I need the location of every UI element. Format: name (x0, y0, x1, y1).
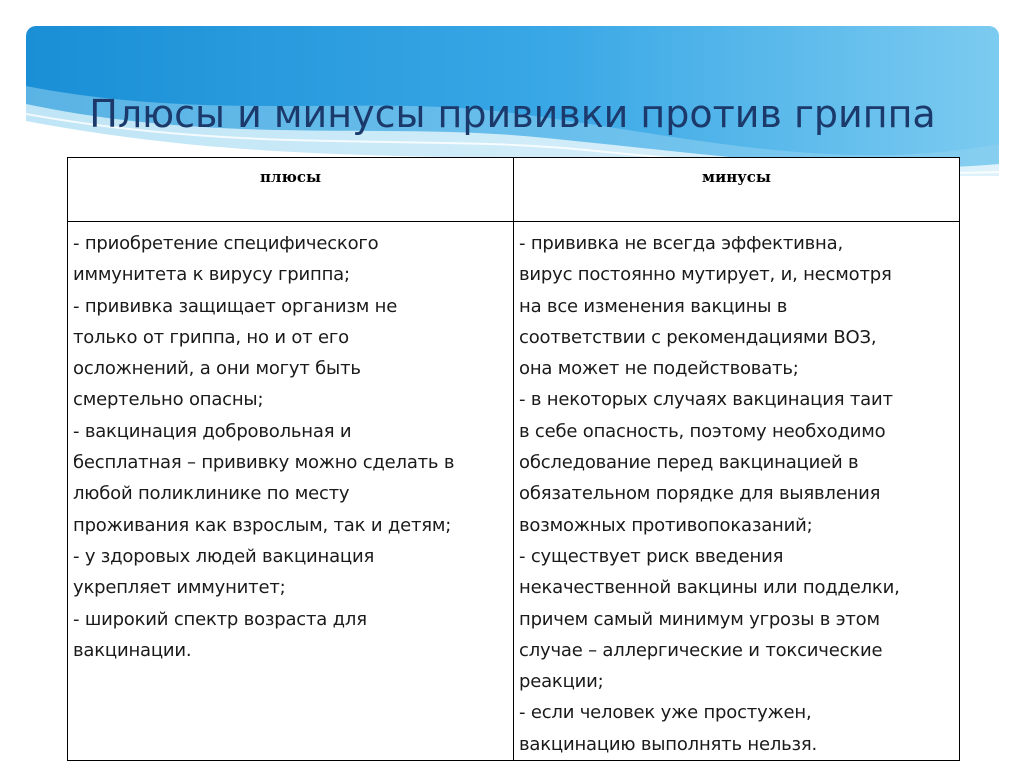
pros-text-line: укрепляет иммунитет; (73, 577, 286, 599)
pros-text-line: - вакцинация добровольная и (73, 420, 352, 442)
table-body-row (68, 222, 960, 761)
cons-text-line: вакцинацию выполнять нельзя. (519, 733, 818, 755)
pros-text-line: - приобретение специфического (73, 233, 379, 254)
cons-text-line: - если человек уже простужен, (519, 702, 812, 724)
pros-text-line: - у здоровых людей вакцинация (73, 545, 375, 567)
pros-text-line: - прививка защищает организм не (73, 295, 398, 317)
cons-text-line: соответствии с рекомендациями ВОЗ, (519, 326, 877, 348)
cons-text-line: случае – аллергические и токсические (519, 639, 883, 661)
pros-text-line: смертельно опасны; (73, 389, 264, 411)
cons-text-line: - прививка не всегда эффективна, (519, 233, 843, 254)
cons-text-line: некачественной вакцины или подделки, (519, 577, 900, 599)
cons-text-line: обследование перед вакцинацией в (519, 452, 859, 474)
slide-title: Плюсы и минусы прививки против гриппа (89, 92, 936, 136)
cons-text-line: причем самый минимум угрозы в этом (519, 608, 880, 630)
cons-cell (514, 222, 960, 761)
pros-text-line: проживания как взрослым, так и детям; (73, 514, 452, 536)
table-header-row (68, 158, 960, 222)
cons-text-line: обязательном порядке для выявления (519, 483, 881, 505)
pros-text-line: бесплатная – прививку можно сделать в (73, 452, 455, 474)
header-pros: плюсы (68, 158, 514, 222)
cons-text-line: реакции; (519, 671, 604, 693)
cons-text-line: в себе опасность, поэтому необходимо (519, 420, 886, 442)
pros-text-line: любой поликлинике по месту (73, 483, 350, 505)
cons-text-line: она может не подействовать; (519, 358, 799, 380)
pros-text-line: осложнений, а они могут быть (73, 358, 361, 380)
pros-text-line: вакцинации. (73, 639, 192, 661)
cons-text-line: - в некоторых случаях вакцинация таит (519, 389, 893, 411)
pros-text-line: - широкий спектр возраста для (73, 608, 367, 630)
pros-text-line: только от гриппа, но и от его (73, 326, 349, 348)
cons-text-line: на все изменения вакцины в (519, 295, 788, 317)
cons-text-line: возможных противопоказаний; (519, 514, 813, 536)
cons-text-line: - существует риск введения (519, 545, 784, 567)
pros-cell (68, 222, 514, 761)
header-cons: минусы (514, 158, 960, 222)
cons-text-line: вирус постоянно мутирует, и, несмотря (519, 264, 892, 286)
pros-text-line: иммунитета к вирусу гриппа; (73, 264, 350, 286)
comparison-table (67, 157, 960, 761)
